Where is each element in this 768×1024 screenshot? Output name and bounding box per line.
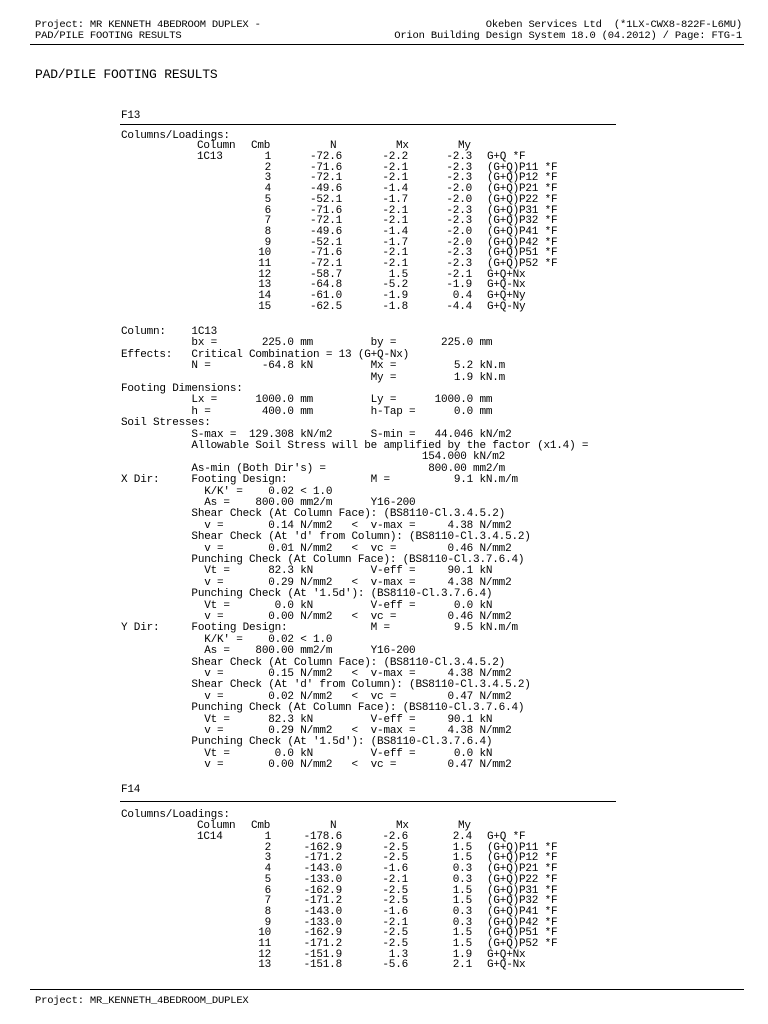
cell-my: 1.5 xyxy=(452,895,472,908)
cell-combination: (G+Q)P31 *F xyxy=(487,884,558,897)
page-title: PAD/PILE FOOTING RESULTS xyxy=(35,67,218,82)
detail-line: Vt = 82.3 kN V-eff = 90.1 kN xyxy=(121,565,493,578)
detail-line: v = 0.15 N/mm2 < v-max = 4.38 N/mm2 xyxy=(121,668,512,680)
footing-name: F13 xyxy=(121,110,141,122)
cell-my: -2.3 xyxy=(446,161,472,174)
cell-my: 1.5 xyxy=(452,841,472,854)
col-header-mx: Mx xyxy=(396,820,409,832)
cell-cmb: 4 xyxy=(264,863,271,876)
cell-my: 1.5 xyxy=(452,852,472,865)
detail-line: Punching Check (At Column Face): (BS8110-Cl.3.7.6.4) xyxy=(121,702,525,715)
cell-cmb: 1 xyxy=(264,151,271,163)
cell-my: -1.9 xyxy=(446,279,472,292)
cell-mx: 1.5 xyxy=(388,268,408,281)
cell-my: -2.0 xyxy=(446,183,472,196)
cell-combination: G+Q *F xyxy=(487,831,526,843)
cell-n: -71.6 xyxy=(309,204,342,217)
cell-n: -61.0 xyxy=(309,290,342,303)
detail-line: Soil Stresses: xyxy=(121,417,211,430)
cell-mx: -1.9 xyxy=(382,290,408,303)
cell-n: -52.1 xyxy=(309,236,342,249)
cell-combination: (G+Q)P32 *F xyxy=(487,215,558,228)
cell-n: -162.9 xyxy=(303,841,342,854)
cell-combination: (G+Q)P32 *F xyxy=(487,895,558,908)
cell-cmb: 2 xyxy=(264,161,271,174)
col-header-n: N xyxy=(330,820,337,832)
cell-mx: -2.1 xyxy=(382,215,408,228)
col-header-n: N xyxy=(330,140,337,152)
cell-mx: -2.5 xyxy=(382,938,408,950)
cell-n: -162.9 xyxy=(303,927,342,940)
cell-mx: -2.5 xyxy=(382,895,408,908)
detail-line: K/K' = 0.02 < 1.0 xyxy=(121,485,333,498)
detail-line: v = 0.14 N/mm2 < v-max = 4.38 N/mm2 xyxy=(121,519,512,532)
column-id: 1C13 xyxy=(197,151,223,163)
cell-cmb: 10 xyxy=(258,247,271,260)
cell-n: -64.8 xyxy=(309,279,342,292)
cell-mx: -1.6 xyxy=(382,905,408,918)
cell-combination: (G+Q)P22 *F xyxy=(487,873,558,886)
cell-n: -171.2 xyxy=(303,852,342,865)
cell-n: -72.6 xyxy=(309,151,342,163)
cell-mx: -1.7 xyxy=(382,193,408,206)
cell-n: -71.6 xyxy=(309,161,342,174)
cell-cmb: 8 xyxy=(264,225,271,238)
cell-my: 0.4 xyxy=(452,290,472,303)
cell-cmb: 8 xyxy=(264,905,271,918)
cell-cmb: 12 xyxy=(258,268,271,281)
cell-my: -2.3 xyxy=(446,247,472,260)
detail-line: Vt = 0.0 kN V-eff = 0.0 kN xyxy=(121,747,493,760)
cell-combination: (G+Q)P42 *F xyxy=(487,916,558,929)
cell-combination: (G+Q)P41 *F xyxy=(487,225,558,238)
col-header-my: My xyxy=(458,140,471,152)
cell-n: -52.1 xyxy=(309,193,342,206)
cell-mx: 1.3 xyxy=(388,948,408,961)
cell-mx: -1.8 xyxy=(382,300,408,313)
detail-line: v = 0.00 N/mm2 < vc = 0.47 N/mm2 xyxy=(121,759,512,772)
col-header-column: Column xyxy=(197,140,236,152)
cell-combination: G+Q *F xyxy=(487,151,526,163)
footing-rule xyxy=(120,801,616,802)
cell-n: -143.0 xyxy=(303,905,342,918)
cell-mx: -2.2 xyxy=(382,151,408,163)
cell-cmb: 5 xyxy=(264,193,271,206)
detail-line: 154.000 kN/m2 xyxy=(121,451,506,464)
detail-line: h = 400.0 mm h-Tap = 0.0 mm xyxy=(121,405,493,418)
cell-my: 0.3 xyxy=(452,863,472,876)
cell-combination: G+Q+Nx xyxy=(487,268,526,281)
header-software: Orion Building Design System 18.0 (04.2012) / Page: FTG-1 xyxy=(394,30,742,42)
footer-rule xyxy=(30,989,744,990)
detail-line: Lx = 1000.0 mm Ly = 1000.0 mm xyxy=(121,394,493,407)
cell-combination: (G+Q)P51 *F xyxy=(487,927,558,940)
detail-line: Shear Check (At Column Face): (BS8110-Cl.3.4.5.2) xyxy=(121,656,506,669)
footing-name: F14 xyxy=(121,784,141,796)
detail-line: Vt = 0.0 kN V-eff = 0.0 kN xyxy=(121,599,493,612)
cell-combination: (G+Q)P11 *F xyxy=(487,841,558,854)
cell-my: -2.3 xyxy=(446,172,472,185)
cell-my: -2.3 xyxy=(446,258,472,270)
detail-line: Punching Check (At Column Face): (BS8110-Cl.3.7.6.4) xyxy=(121,554,525,566)
detail-line: v = 0.02 N/mm2 < vc = 0.47 N/mm2 xyxy=(121,690,512,703)
cell-combination: G+Q-Ny xyxy=(487,300,526,313)
cell-my: 1.5 xyxy=(452,884,472,897)
detail-line: X Dir: Footing Design: M = 9.1 kN.m/m xyxy=(121,474,518,487)
cell-my: -2.0 xyxy=(446,225,472,238)
cell-cmb: 13 xyxy=(258,279,271,292)
cell-my: -2.0 xyxy=(446,236,472,249)
detail-line: v = 0.29 N/mm2 < v-max = 4.38 N/mm2 xyxy=(121,725,512,737)
columns-loadings-label: Columns/Loadings: xyxy=(121,809,230,821)
cell-mx: -1.4 xyxy=(382,183,408,196)
cell-mx: -2.1 xyxy=(382,161,408,174)
header-report-name: PAD/PILE FOOTING RESULTS xyxy=(35,30,182,42)
cell-my: -4.4 xyxy=(446,300,472,313)
detail-line: S-max = 129.308 kN/m2 S-min = 44.046 kN/m2 xyxy=(121,428,512,441)
footer-project: Project: MR_KENNETH_4BEDROOM_DUPLEX xyxy=(35,995,249,1007)
cell-n: -162.9 xyxy=(303,884,342,897)
cell-mx: -1.4 xyxy=(382,225,408,238)
detail-line: Footing Dimensions: xyxy=(121,383,243,395)
cell-my: 2.4 xyxy=(452,831,472,843)
cell-combination: G+Q-Nx xyxy=(487,279,526,292)
cell-my: 1.5 xyxy=(452,927,472,940)
cell-n: -171.2 xyxy=(303,895,342,908)
cell-cmb: 12 xyxy=(258,948,271,961)
cell-mx: -5.2 xyxy=(382,279,408,292)
cell-my: -2.0 xyxy=(446,193,472,206)
cell-n: -72.1 xyxy=(309,172,342,185)
cell-my: -2.1 xyxy=(446,268,472,281)
columns-loadings-label: Columns/Loadings: xyxy=(121,130,230,142)
footing-rule xyxy=(120,124,616,125)
cell-my: 0.3 xyxy=(452,905,472,918)
cell-cmb: 13 xyxy=(258,959,271,972)
detail-line: K/K' = 0.02 < 1.0 xyxy=(121,633,333,646)
cell-mx: -2.6 xyxy=(382,831,408,843)
cell-n: -133.0 xyxy=(303,873,342,886)
cell-combination: (G+Q)P12 *F xyxy=(487,852,558,865)
cell-my: -2.3 xyxy=(446,204,472,217)
cell-n: -151.8 xyxy=(303,959,342,972)
cell-my: 0.3 xyxy=(452,916,472,929)
cell-cmb: 5 xyxy=(264,873,271,886)
cell-cmb: 11 xyxy=(258,258,271,270)
cell-cmb: 14 xyxy=(258,290,271,303)
cell-mx: -1.6 xyxy=(382,863,408,876)
cell-cmb: 10 xyxy=(258,927,271,940)
cell-cmb: 9 xyxy=(264,236,271,249)
detail-line: Punching Check (At '1.5d'): (BS8110-Cl.3.7.6.4) xyxy=(121,736,493,749)
cell-mx: -1.7 xyxy=(382,236,408,249)
header-rule xyxy=(30,44,744,45)
detail-line: v = 0.29 N/mm2 < v-max = 4.38 N/mm2 xyxy=(121,576,512,589)
cell-mx: -2.1 xyxy=(382,204,408,217)
cell-combination: (G+Q)P12 *F xyxy=(487,172,558,185)
detail-line: bx = 225.0 mm by = 225.0 mm xyxy=(121,337,493,350)
cell-combination: (G+Q)P22 *F xyxy=(487,193,558,206)
cell-n: -58.7 xyxy=(309,268,342,281)
cell-mx: -2.5 xyxy=(382,852,408,865)
detail-line: Y Dir: Footing Design: M = 9.5 kN.m/m xyxy=(121,622,518,635)
cell-my: -2.3 xyxy=(446,151,472,163)
cell-mx: -2.1 xyxy=(382,873,408,886)
cell-cmb: 3 xyxy=(264,172,271,185)
cell-combination: (G+Q)P42 *F xyxy=(487,236,558,249)
cell-cmb: 1 xyxy=(264,831,271,843)
cell-my: 0.3 xyxy=(452,873,472,886)
cell-cmb: 7 xyxy=(264,895,271,908)
col-header-mx: Mx xyxy=(396,140,409,152)
detail-line: Punching Check (At '1.5d'): (BS8110-Cl.3.7.6.4) xyxy=(121,588,493,601)
header-company: Okeben Services Ltd (*1LX-CWX8-822F-L6MU) xyxy=(485,19,742,31)
cell-cmb: 15 xyxy=(258,300,271,313)
cell-n: -178.6 xyxy=(303,831,342,843)
cell-mx: -2.5 xyxy=(382,884,408,897)
detail-line: As = 800.00 mm2/m Y16-200 xyxy=(121,497,416,509)
detail-line: As = 800.00 mm2/m Y16-200 xyxy=(121,645,416,658)
cell-n: -171.2 xyxy=(303,938,342,950)
cell-cmb: 6 xyxy=(264,884,271,897)
cell-n: -49.6 xyxy=(309,225,342,238)
cell-n: -62.5 xyxy=(309,300,342,313)
cell-combination: (G+Q)P11 *F xyxy=(487,161,558,174)
cell-cmb: 2 xyxy=(264,841,271,854)
column-id: 1C14 xyxy=(197,831,223,843)
detail-line: v = 0.00 N/mm2 < vc = 0.46 N/mm2 xyxy=(121,611,512,623)
cell-mx: -2.1 xyxy=(382,172,408,185)
cell-combination: G+Q+Ny xyxy=(487,290,526,303)
cell-n: -72.1 xyxy=(309,215,342,228)
cell-cmb: 3 xyxy=(264,852,271,865)
cell-my: 1.5 xyxy=(452,938,472,950)
cell-combination: (G+Q)P52 *F xyxy=(487,258,558,270)
detail-line: Shear Check (At Column Face): (BS8110-Cl.3.4.5.2) xyxy=(121,508,506,521)
cell-n: -133.0 xyxy=(303,916,342,929)
cell-mx: -5.6 xyxy=(382,959,408,972)
cell-n: -72.1 xyxy=(309,258,342,270)
header-project: Project: MR KENNETH 4BEDROOM DUPLEX - xyxy=(35,19,261,31)
col-header-column: Column xyxy=(197,820,236,832)
detail-line: As-min (Both Dir's) = 800.00 mm2/m xyxy=(121,462,506,475)
cell-cmb: 11 xyxy=(258,938,271,950)
cell-combination: (G+Q)P51 *F xyxy=(487,247,558,260)
detail-line: Effects: Critical Combination = 13 (G+Q-Nx) xyxy=(121,348,410,361)
cell-combination: (G+Q)P21 *F xyxy=(487,863,558,876)
detail-line: Allowable Soil Stress will be amplified by the factor (x1.4) = xyxy=(121,440,589,452)
cell-my: -2.3 xyxy=(446,215,472,228)
cell-cmb: 7 xyxy=(264,215,271,228)
cell-combination: (G+Q)P31 *F xyxy=(487,204,558,217)
detail-line: Column: 1C13 xyxy=(121,326,218,338)
cell-n: -143.0 xyxy=(303,863,342,876)
cell-combination: (G+Q)P41 *F xyxy=(487,905,558,918)
detail-line: My = 1.9 kN.m xyxy=(121,371,506,384)
cell-n: -71.6 xyxy=(309,247,342,260)
cell-cmb: 6 xyxy=(264,204,271,217)
cell-combination: G+Q-Nx xyxy=(487,959,526,972)
cell-mx: -2.5 xyxy=(382,841,408,854)
cell-mx: -2.1 xyxy=(382,247,408,260)
cell-mx: -2.1 xyxy=(382,916,408,929)
detail-line: v = 0.01 N/mm2 < vc = 0.46 N/mm2 xyxy=(121,542,512,555)
cell-combination: (G+Q)P21 *F xyxy=(487,183,558,196)
col-header-my: My xyxy=(458,820,471,832)
col-header-cmb: Cmb xyxy=(251,140,271,152)
col-header-cmb: Cmb xyxy=(251,820,271,832)
detail-line: Shear Check (At 'd' from Column): (BS8110-Cl.3.4.5.2) xyxy=(121,679,531,692)
cell-n: -49.6 xyxy=(309,183,342,196)
cell-n: -151.9 xyxy=(303,948,342,961)
cell-cmb: 9 xyxy=(264,916,271,929)
cell-cmb: 4 xyxy=(264,183,271,196)
cell-mx: -2.5 xyxy=(382,927,408,940)
cell-my: 2.1 xyxy=(452,959,472,972)
detail-line: N = -64.8 kN Mx = 5.2 kN.m xyxy=(121,360,506,373)
cell-combination: (G+Q)P52 *F xyxy=(487,938,558,950)
cell-my: 1.9 xyxy=(452,948,472,961)
detail-line: Shear Check (At 'd' from Column): (BS8110-Cl.3.4.5.2) xyxy=(121,531,531,544)
cell-mx: -2.1 xyxy=(382,258,408,270)
cell-combination: G+Q+Nx xyxy=(487,948,526,961)
detail-line: Vt = 82.3 kN V-eff = 90.1 kN xyxy=(121,713,493,726)
